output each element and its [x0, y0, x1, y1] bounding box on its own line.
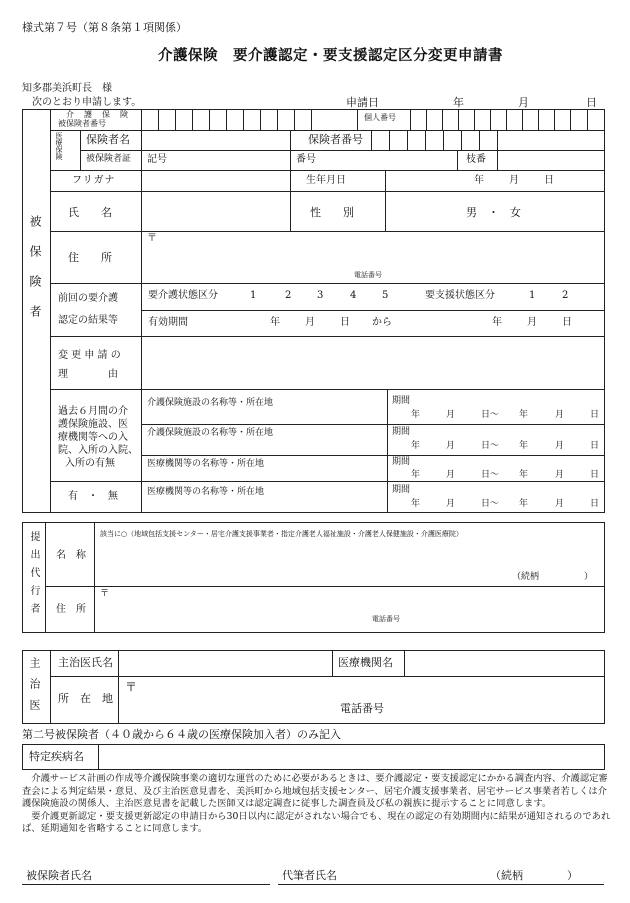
medical-insurance-label: 医療保険: [55, 132, 63, 160]
period-year-2: 年: [519, 410, 529, 420]
birth-year: 年: [474, 175, 484, 186]
number-label: 番号: [296, 154, 316, 165]
support-level-label: 要支援状態区分: [425, 290, 495, 301]
agent-phone-label: 電話番号: [372, 615, 400, 623]
period-day-2: 日: [590, 410, 600, 420]
date-label: 申請日: [346, 96, 379, 109]
period-day-2: 日: [590, 441, 600, 451]
facility-row-label: 介護保険施設の名称等・所在地: [147, 428, 274, 438]
facility-label-2: 護保険施設、医: [58, 419, 128, 430]
valid-to-month: 月: [527, 317, 537, 328]
page-title: 介護保険 要介護認定・要支援認定区分変更申請書: [158, 47, 503, 64]
period-tilde: 日～: [481, 441, 500, 451]
agent-relation: （続柄 ）: [512, 572, 594, 582]
care-level-5: 5: [382, 290, 389, 301]
consent-notes: [22, 773, 612, 836]
insured-signature-label: 被保険者氏名: [26, 869, 92, 882]
facility-row-label: 医療機関等の名称等・所在地: [147, 459, 265, 469]
insured-number-label-1: 介 護 保 険: [66, 110, 129, 119]
date-month: 月: [518, 96, 529, 109]
period-year: 年: [411, 441, 421, 451]
care-level-4: 4: [350, 290, 357, 301]
proxy-signature-label: 代筆者氏名: [282, 869, 337, 882]
period-month-2: 月: [555, 441, 565, 451]
disease-label: 特定疾病名: [29, 750, 84, 763]
furigana-label: フリガナ: [72, 175, 116, 186]
period-year: 年: [411, 470, 421, 480]
insured-number-label-2: 被保険者番号: [58, 119, 106, 128]
proxy-signature-line: [278, 884, 604, 885]
period-month: 月: [446, 441, 456, 451]
valid-from-day: 日: [340, 317, 350, 328]
institution-label: 医療機関名: [338, 656, 393, 669]
address-label: 住 所: [68, 251, 112, 264]
prev-result-label-2: 認定の結果等: [58, 315, 118, 326]
sex-options: 男 ・ 女: [466, 206, 521, 219]
period-year-2: 年: [519, 441, 529, 451]
period-year-2: 年: [519, 470, 529, 480]
period-label: 期間: [392, 396, 411, 406]
phone-label: 電話番号: [354, 271, 382, 279]
period-month: 月: [446, 410, 456, 420]
valid-period-label: 有効期間: [148, 317, 188, 328]
date-day: 日: [586, 96, 597, 109]
period-day-2: 日: [590, 499, 600, 509]
period-year: 年: [411, 410, 421, 420]
agent-check-note: 該当に○（地域包括支援センター・居宅介護支援事業者・指定介護老人福祉施設・介護老人保健施設・介護医療院）: [100, 530, 463, 538]
period-month-2: 月: [555, 499, 565, 509]
support-level-2: 2: [562, 290, 569, 301]
support-level-1: 1: [529, 290, 536, 301]
valid-to-year: 年: [492, 317, 502, 328]
period-month-2: 月: [555, 410, 565, 420]
care-level-3: 3: [317, 290, 324, 301]
insured-signature-line: [22, 884, 270, 885]
period-label: 期間: [392, 457, 411, 467]
personal-number-label: 個人番号: [364, 113, 396, 122]
form-number: 様式第７号（第８条第１項関係）: [22, 21, 187, 34]
care-level-2: 2: [285, 290, 292, 301]
postal-mark: 〒: [147, 233, 157, 244]
facility-label-4: 院、入所の入院、: [58, 445, 138, 456]
valid-to-day: 日: [562, 317, 572, 328]
date-year: 年: [453, 96, 464, 109]
facility-row-label: 医療機関等の名称等・所在地: [147, 487, 265, 497]
facility-label-3: 療機関等への入: [58, 432, 128, 443]
period-year-2: 年: [519, 499, 529, 509]
consent-note-2: 要介護更新認定・要支援更新認定の申請日から30日以内に認定がされない場合でも、現在の認定の有効期間内に結果が通知されるのであれば、延期通知を省略することに同意します。: [22, 810, 611, 834]
valid-from-year: 年: [270, 317, 280, 328]
period-month: 月: [446, 470, 456, 480]
birth-day: 日: [544, 175, 554, 186]
proxy-relation: （続柄 ）: [490, 869, 578, 882]
doctor-side-label: 主治医: [28, 657, 41, 720]
care-level-1: 1: [250, 290, 257, 301]
insured-side-label: 被保険者: [28, 215, 42, 335]
agent-address-label: 住 所: [56, 604, 86, 615]
facility-label-5: 入所の有無: [65, 458, 115, 469]
agent-postal-mark: 〒: [100, 589, 110, 599]
period-day-2: 日: [590, 470, 600, 480]
birth-month: 月: [509, 175, 519, 186]
period-month-2: 月: [555, 470, 565, 480]
yes-no-options: 有 ・ 無: [68, 491, 118, 502]
second-insured-heading: 第二号被保険者（４０歳から６４歳の医療保険加入者）のみ記入: [22, 728, 341, 741]
consent-note-1: 介護サービス計画の作成等介護保険事業の適切な運営のために必要があるときは、要介護認定・要支援認定にかかる調査内容、介護認定審査会による判定結果・意見、及び主治医意見書を、美浜町から地域包括支援センター、居宅介護支援事業者、居宅サービス事業者若しくは介護保険施設の関係人、主治医意見書を記載した医師又は認定調査に従事した調査員及び私の親族に提示することに同意します。: [22, 773, 608, 809]
addressee: 知多郡美浜町長 様: [22, 83, 112, 94]
doctor-name-label: 主治医氏名: [58, 656, 113, 669]
period-month: 月: [446, 499, 456, 509]
certificate-label: 被保険者証: [86, 154, 132, 164]
period-label: 期間: [392, 427, 411, 437]
insurer-name-label: 保険者名: [86, 133, 130, 146]
branch-label: 枝番: [466, 154, 486, 165]
birthdate-label: 生年月日: [306, 175, 346, 186]
insurer-number-label: 保険者番号: [308, 133, 363, 146]
doctor-address-label: 所 在 地: [58, 692, 113, 705]
name-label: 氏 名: [68, 206, 112, 219]
prev-result-label-1: 前回の要介護: [58, 293, 118, 304]
valid-from-month: 月: [305, 317, 315, 328]
period-tilde: 日～: [481, 499, 500, 509]
reason-label-1: 変 更 申 請 の: [58, 350, 121, 361]
valid-from-label: から: [372, 317, 392, 328]
period-tilde: 日～: [481, 410, 500, 420]
agent-name-label: 名 称: [56, 550, 86, 561]
sex-label: 性 別: [310, 206, 354, 219]
symbol-label: 記号: [147, 154, 167, 165]
agent-side-label: 提出代行者: [28, 531, 39, 621]
facility-row-label: 介護保険施設の名称等・所在地: [147, 398, 274, 408]
facility-label-1: 過去６月間の介: [58, 406, 128, 417]
intro-text: 次のとおり申請します。: [32, 97, 142, 108]
period-label: 期間: [392, 485, 411, 495]
reason-label-2: 理 由: [58, 369, 118, 380]
doctor-postal-mark: 〒: [125, 680, 138, 694]
doctor-phone-label: 電話番号: [340, 702, 384, 715]
care-level-label: 要介護状態区分: [148, 290, 218, 301]
period-year: 年: [411, 499, 421, 509]
period-tilde: 日～: [481, 470, 500, 480]
